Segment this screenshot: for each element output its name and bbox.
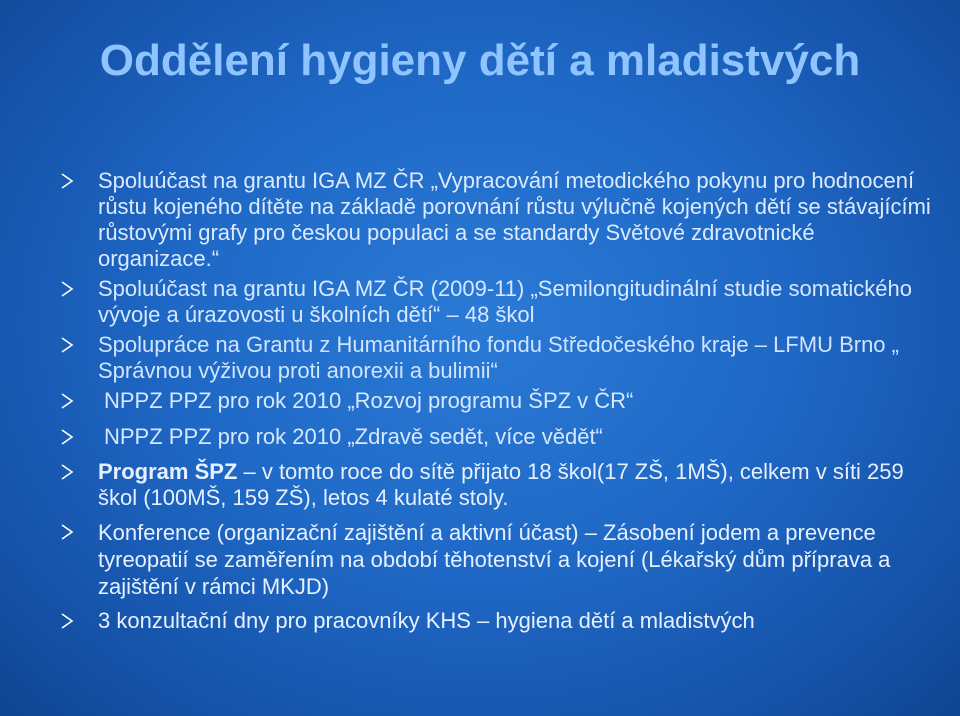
bullet-item (56, 332, 936, 384)
arrow-bullet-icon (60, 611, 74, 631)
bullet-text: Spoluúčast na grantu IGA MZ ČR (2009-11) „Semilongitudinální studie somatického vývoje a úrazovosti u školních dětí“ – 48 škol (98, 276, 913, 327)
arrow-bullet-icon (60, 522, 74, 542)
bullet-text: NPPZ PPZ pro rok 2010 „Rozvoj programu ŠPZ v ČR“ (104, 388, 634, 413)
bullet-item (56, 168, 936, 272)
slide-title: Oddělení hygieny dětí a mladistvých (99, 36, 861, 85)
arrow-bullet-icon (60, 427, 74, 447)
bullet-item (56, 519, 936, 600)
arrow-bullet-icon (60, 279, 74, 299)
bullet-item (56, 276, 936, 328)
bullet-text: Spolupráce na Grantu z Humanitárního fondu Středočeského kraje – LFMU Brno „ Správnou výživou proti anorexii a bulimii“ (98, 332, 899, 383)
arrow-bullet-icon (60, 171, 74, 191)
bullet-item (56, 388, 936, 414)
bullet-item (56, 459, 936, 511)
arrow-bullet-icon (60, 335, 74, 355)
bullet-text: 3 konzultační dny pro pracovníky KHS – hygiena dětí a mladistvých (98, 608, 755, 633)
bullet-list (56, 168, 936, 634)
bullet-text: NPPZ PPZ pro rok 2010 „Zdravě sedět, více vědět“ (104, 424, 603, 449)
bullet-item (56, 424, 936, 450)
bullet-text: Spoluúčast na grantu IGA MZ ČR „Vypracování metodického pokynu pro hodnocení růstu kojeného dítěte na základě porovnání růstu výlučně kojených dětí se stávajícími růstovými grafy pro českou populaci a se standardy Světové zdravotnické organizace.“ (98, 168, 931, 271)
bullet-text: Konference (organizační zajištění a aktivní účast) – Zásobení jodem a prevence tyreopatií se zaměřením na období těhotenství a kojení (Lékařský dům příprava a zajištění v rámci MKJD) (98, 520, 891, 599)
bullet-text: – v tomto roce do sítě přijato 18 škol(17 ZŠ, 1MŠ), celkem v síti 259 škol (100MŠ, 159 ZŠ), letos 4 kulaté stoly. (98, 459, 904, 510)
arrow-bullet-icon (60, 391, 74, 411)
bullet-item (56, 608, 936, 634)
bullet-bold-text: Program ŠPZ (98, 459, 238, 484)
arrow-bullet-icon (60, 462, 74, 482)
